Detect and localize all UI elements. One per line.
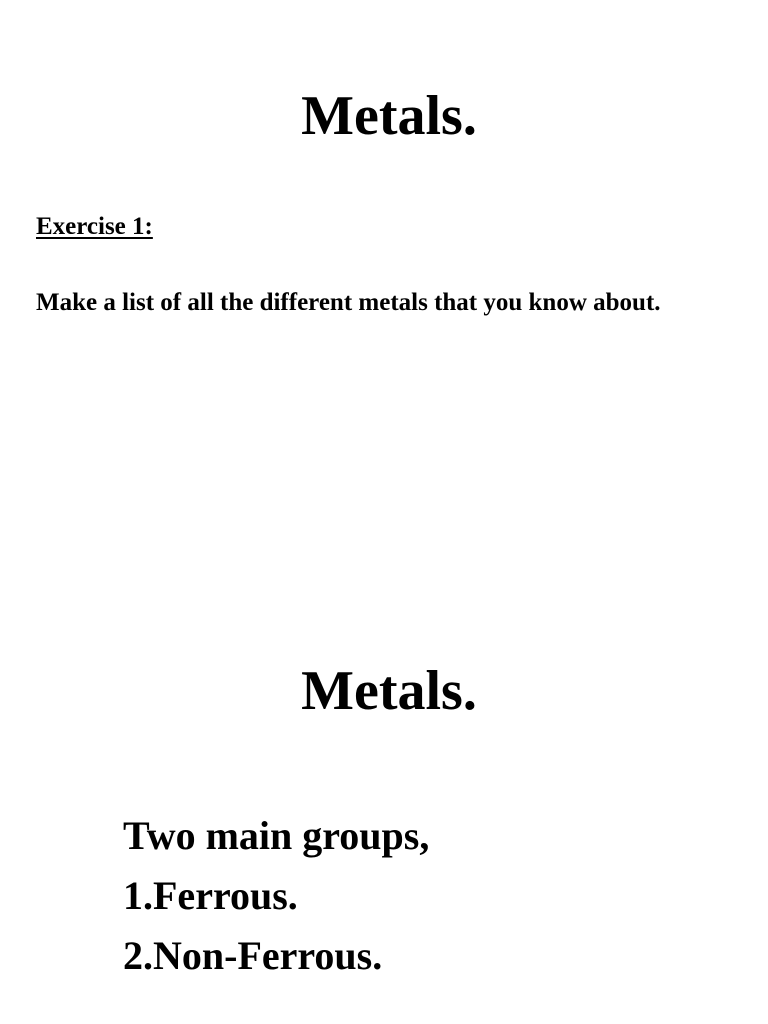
exercise-heading: Exercise 1:: [36, 213, 153, 240]
slide-groups: [0, 512, 768, 1024]
slide-title: Metals.: [301, 85, 477, 147]
exercise-instruction: Make a list of all the different metals that you know about.: [36, 289, 661, 316]
group-item-ferrous: 1.Ferrous.: [123, 873, 298, 918]
slide-title: Metals.: [301, 660, 477, 722]
groups-list: [123, 806, 429, 986]
group-item-non-ferrous: 2.Non-Ferrous.: [123, 933, 383, 978]
groups-intro: Two main groups,: [123, 813, 430, 858]
